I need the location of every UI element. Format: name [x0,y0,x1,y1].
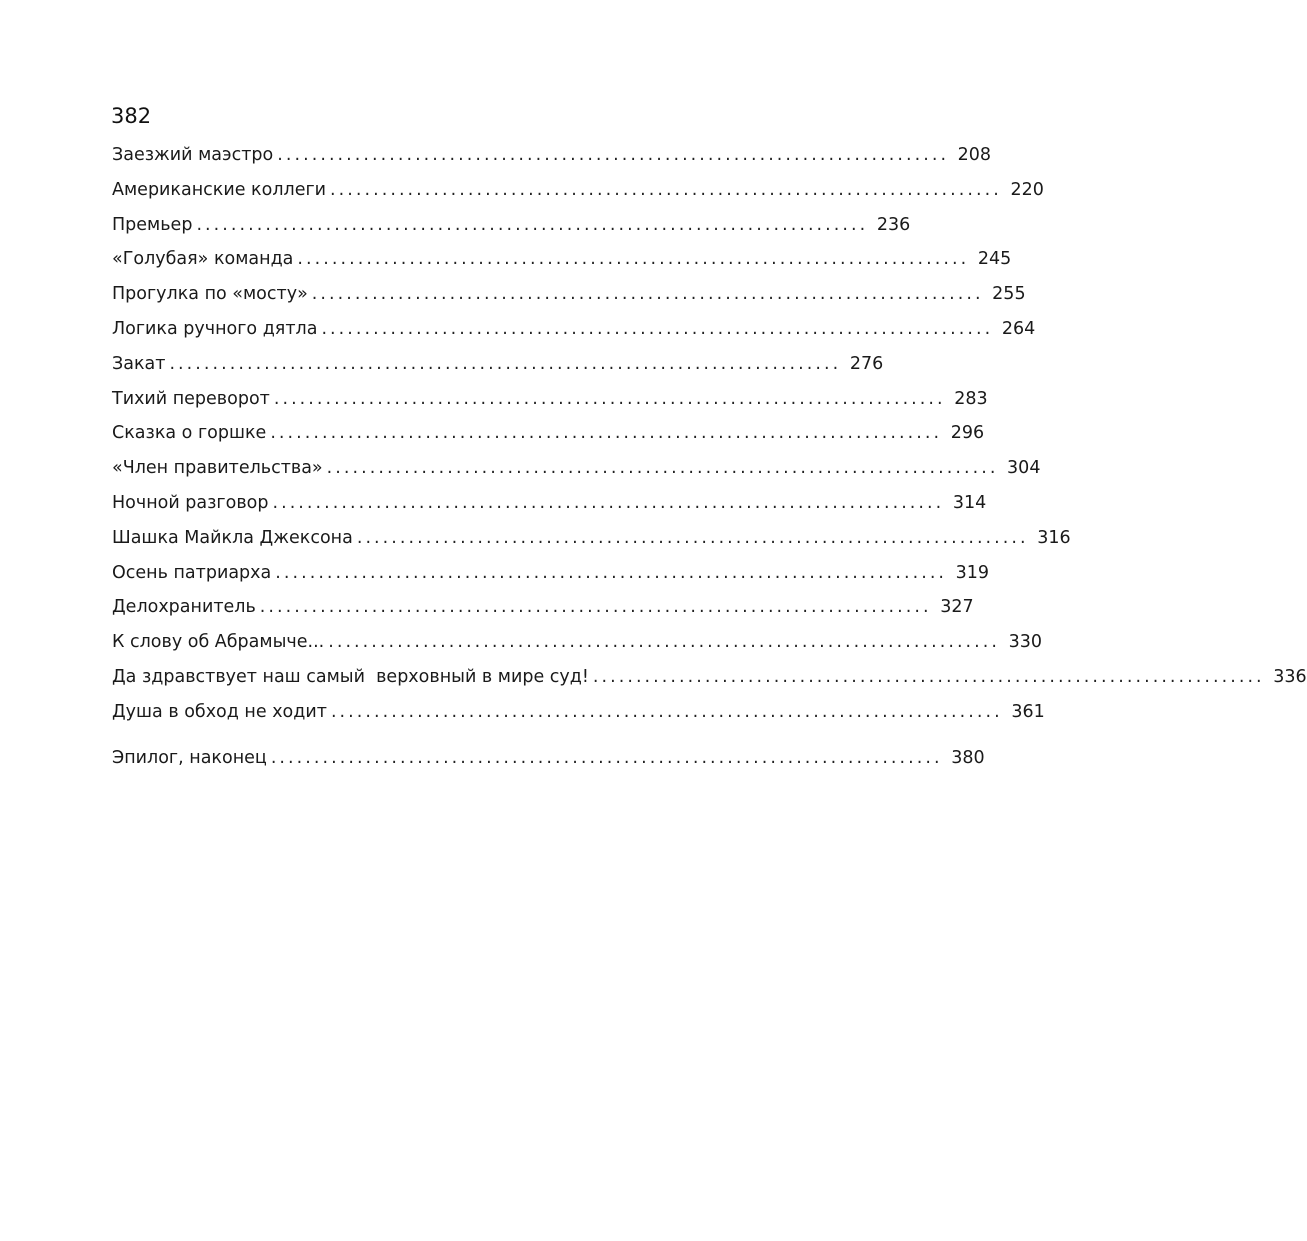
toc-entry-title: Закат [112,353,166,374]
toc-entry-title: Эпилог, наконец [112,748,267,769]
toc-entry-page: 245 [977,249,1012,270]
toc-entry-page: 327 [940,597,974,618]
toc-entry [112,281,1026,316]
toc-entry-page: 316 [1037,527,1071,548]
toc-entry-page: 380 [951,748,985,769]
toc-leader-dots: .............................................................................. [196,214,869,235]
toc-entry-title: Американские коллеги [112,179,327,200]
toc-leader-dots: .............................................................................. [328,632,1001,653]
toc-entry-title: «Член правительства» [112,458,323,479]
toc-entry-title: Душа в обход не ходит [112,701,327,722]
toc-leader-dots: .............................................................................. [326,458,999,479]
toc-entry-title: Тихий переворот [112,388,270,409]
toc-entry-page: 276 [849,353,884,374]
toc-entry-title: К слову об Абрамыче... [112,632,325,653]
toc-entry [112,490,987,525]
toc-entry-page: 304 [1007,458,1041,479]
toc-entry-title: Сказка о горшке [112,423,267,444]
toc-entry-title: Ночной разговор [112,492,269,513]
toc-entry [112,594,974,629]
toc-entry [112,316,1036,351]
toc-leader-dots: .............................................................................. [356,527,1029,548]
toc-entry-title: «Голубая» команда [112,249,294,270]
toc-entry-title: Шашка Майкла Джексона [112,527,353,548]
toc-entry [112,699,1045,734]
toc-entry-title: Да здравствует наш самый верховный в мире суд! [112,666,589,687]
toc-entry [112,246,1012,281]
toc-entry [112,745,985,780]
toc-leader-dots: .............................................................................. [275,562,948,583]
toc-entry-title: Заезжий маэстро [112,145,274,165]
toc-entry [112,664,1307,699]
toc-leader-dots: .............................................................................. [270,748,943,769]
toc-leader-dots: .............................................................................. [330,179,1002,200]
toc-entry-title: Осень патриарха [112,562,272,583]
toc-entry-page: 255 [992,284,1026,305]
toc-entry [112,386,988,421]
toc-entry-page: 283 [954,388,988,409]
toc-leader-dots: .............................................................................. [273,388,946,409]
toc-entry-page: 336 [1273,666,1307,687]
toc-entry-title: Делохранитель [112,597,256,618]
toc-entry-page: 296 [950,423,985,444]
toc-entry-page: 236 [876,214,911,235]
toc-entry-page: 208 [957,145,992,165]
toc-entry [112,455,1041,490]
toc-entry-title: Прогулка по «мосту» [112,284,308,305]
toc-leader-dots: .............................................................................. [592,666,1265,687]
toc-leader-dots: .............................................................................. [277,145,950,165]
toc-leader-dots: .............................................................................. [330,701,1003,722]
toc-entry [112,142,992,177]
table-of-contents [112,142,1307,780]
toc-entry-page: 314 [952,492,987,513]
page-number: 382 [111,104,152,128]
toc-entry-page: 319 [955,562,990,583]
toc-leader-dots: .............................................................................. [270,423,943,444]
toc-entry-title: Премьер [112,214,193,235]
toc-leader-dots: .............................................................................. [311,284,984,305]
toc-leader-dots: .............................................................................. [297,249,970,270]
toc-entry-page: 220 [1010,179,1044,200]
toc-entry [112,629,1043,664]
toc-entry [112,351,884,386]
toc-entry [112,420,985,455]
toc-entry-page: 361 [1011,701,1045,722]
toc-entry [112,560,990,595]
toc-entry [112,212,911,247]
toc-entry-page: 264 [1001,318,1036,339]
toc-entry [112,177,1044,212]
toc-leader-dots: .............................................................................. [321,318,994,339]
toc-leader-dots: .............................................................................. [272,492,945,513]
toc-leader-dots: .............................................................................. [259,597,932,618]
toc-entry-page: 330 [1008,632,1043,653]
toc-leader-dots: .............................................................................. [169,353,842,374]
toc-entry [112,525,1071,560]
toc-entry-title: Логика ручного дятла [112,318,318,339]
